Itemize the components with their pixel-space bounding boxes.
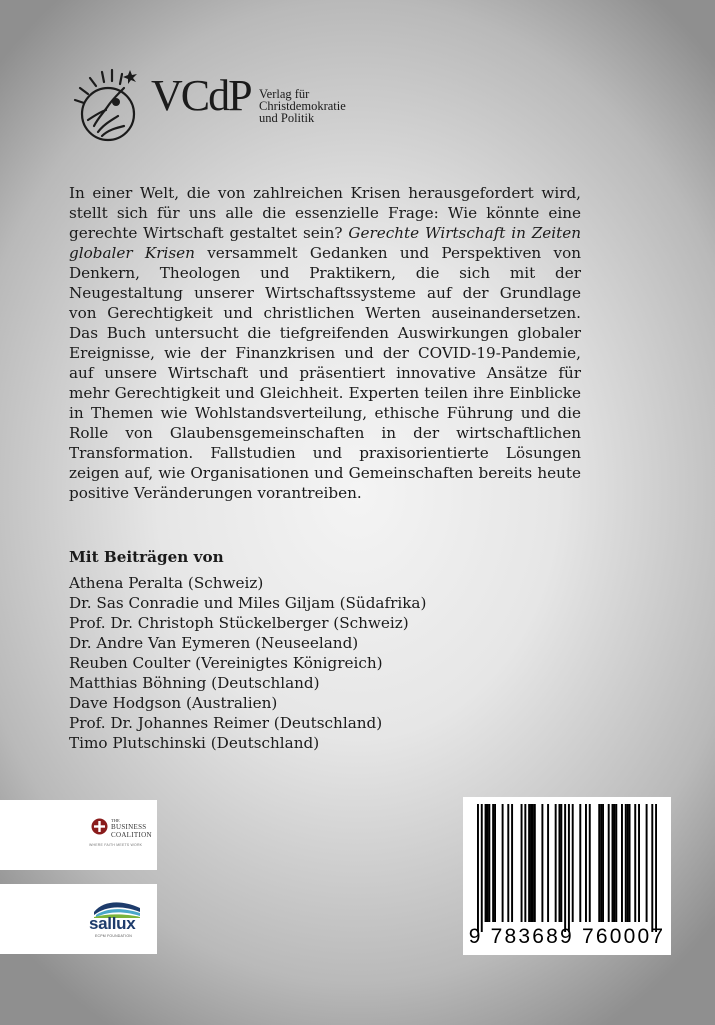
business-coalition-line1: BUSINESS — [111, 823, 147, 831]
business-coalition-tagline: WHERE FAITH MEETS WORK — [89, 843, 143, 847]
publisher-subtitle-line: Christdemokratie — [259, 99, 346, 113]
barcode-bar — [629, 804, 631, 922]
barcode-bars — [477, 804, 657, 932]
business-coalition-text — [111, 818, 181, 839]
isbn-number: 9 783689 760007 — [468, 925, 666, 948]
barcode-bar — [528, 804, 530, 922]
barcode-bar — [585, 804, 587, 922]
barcode-bar — [568, 804, 570, 932]
barcode-bar — [488, 804, 490, 922]
sallux-subtitle: ECPM FOUNDATION — [95, 934, 132, 938]
barcode-bar — [530, 804, 532, 922]
isbn-barcode — [463, 797, 671, 955]
publisher-subtitle — [259, 88, 346, 124]
book-title-italic: Gerechte Wirtschaft in Zeiten globaler Krisen — [69, 224, 582, 262]
barcode-bar — [541, 804, 543, 922]
barcode-bar — [651, 804, 653, 932]
contributor-item: Athena Peralta (Schweiz) — [69, 574, 264, 592]
barcode-bar — [579, 804, 581, 922]
blurb-text: versammelt Gedanken und Perspektiven von Denkern, Theologen und Praktikern, die sich mit der Neugestaltung unserer Wirtschaftssysteme auf der Grundlage von Gerechtigkeit und christlichen Werten auseinandersetzen. Das Buch untersucht die tiefgreifenden Auswirkungen globaler Ereignisse, wie der Finanzkrisen und der COVID-19-Pandemie, auf unsere Wirtschaft und präsentiert innovative Ansätze für mehr Gerechtigkeit und Gleichheit. Experten teilen ihre Einblicke in Themen wie Wohlstandsverteilung, ethische Führung und die Rolle von Glaubensgemeinschaften in der wirtschaftlichen Transformation. Fallstudien und praxisorientierte Lösungen zeigen auf, wie Organisationen und Gemeinschaften bereits heute positive Veränderungen vorantreiben. — [69, 244, 581, 502]
contributor-item: Prof. Dr. Christoph Stückelberger (Schweiz) — [69, 614, 409, 632]
barcode-bar — [524, 804, 526, 922]
publisher-subtitle-line: Verlag für — [259, 87, 310, 101]
contributor-item: Reuben Coulter (Vereinigtes Königreich) — [69, 654, 383, 672]
contributor-item: Dr. Sas Conradie und Miles Giljam (Südafrika) — [69, 594, 427, 612]
contributor-item: Dr. Andre Van Eymeren (Neuseeland) — [69, 634, 359, 652]
barcode-bar — [521, 804, 523, 922]
barcode-bar — [507, 804, 509, 922]
barcode-bar — [655, 804, 657, 932]
barcode-bar — [625, 804, 627, 922]
barcode-bar — [534, 804, 536, 922]
barcode-bar — [560, 804, 562, 922]
blurb-text: In einer Welt, die von zahlreichen Krisen herausgefordert wird, stellt sich für uns alle die essenzielle Frage: Wie könnte eine gerechte Wirtschaft gestaltet sein? — [69, 184, 581, 242]
barcode-bar — [621, 804, 623, 922]
book-blurb — [69, 183, 581, 503]
sun-figure-icon — [68, 66, 148, 142]
barcode-bar — [612, 804, 614, 922]
barcode-bar — [564, 804, 566, 932]
contributor-item: Timo Plutschinski (Deutschland) — [69, 734, 320, 752]
business-coalition-line2: COALITION — [111, 831, 152, 839]
barcode-bar — [627, 804, 629, 922]
barcode-bar — [486, 804, 488, 922]
barcode-bar — [485, 804, 487, 922]
barcode-bar — [547, 804, 549, 922]
barcode-bar — [602, 804, 604, 922]
barcode-bar — [511, 804, 513, 922]
publisher-subtitle-line: und Politik — [259, 111, 315, 125]
barcode-bar — [598, 804, 600, 922]
business-coalition-the: THE — [111, 818, 120, 823]
barcode-bar — [502, 804, 504, 922]
sallux-wordmark: sallux — [89, 914, 136, 933]
sallux-logo — [88, 898, 148, 944]
barcode-bar — [646, 804, 648, 922]
barcode-bar — [532, 804, 534, 922]
contributor-item: Prof. Dr. Johannes Reimer (Deutschland) — [69, 714, 383, 732]
contributor-item: Dave Hodgson (Australien) — [69, 694, 278, 712]
barcode-bar — [613, 804, 615, 922]
publisher-wordmark: VCdP — [151, 71, 251, 120]
publisher-logo — [68, 66, 368, 146]
barcode-bar — [589, 804, 591, 922]
barcode-bar — [492, 804, 494, 922]
barcode-bar — [558, 804, 560, 922]
barcode-bar — [638, 804, 640, 922]
barcode-bar — [481, 804, 483, 932]
barcode-bar — [608, 804, 610, 922]
barcode-bar — [555, 804, 557, 922]
cross-emblem-icon — [91, 818, 108, 835]
barcode-bar — [477, 804, 479, 932]
barcode-bar — [615, 804, 617, 922]
barcode-bar — [634, 804, 636, 922]
barcode-bar — [572, 804, 574, 922]
barcode-bar — [494, 804, 496, 922]
contributor-item: Matthias Böhning (Deutschland) — [69, 674, 320, 692]
contributors-heading: Mit Beiträgen von — [69, 548, 224, 566]
barcode-bar — [600, 804, 602, 922]
contributors-list — [69, 573, 426, 753]
